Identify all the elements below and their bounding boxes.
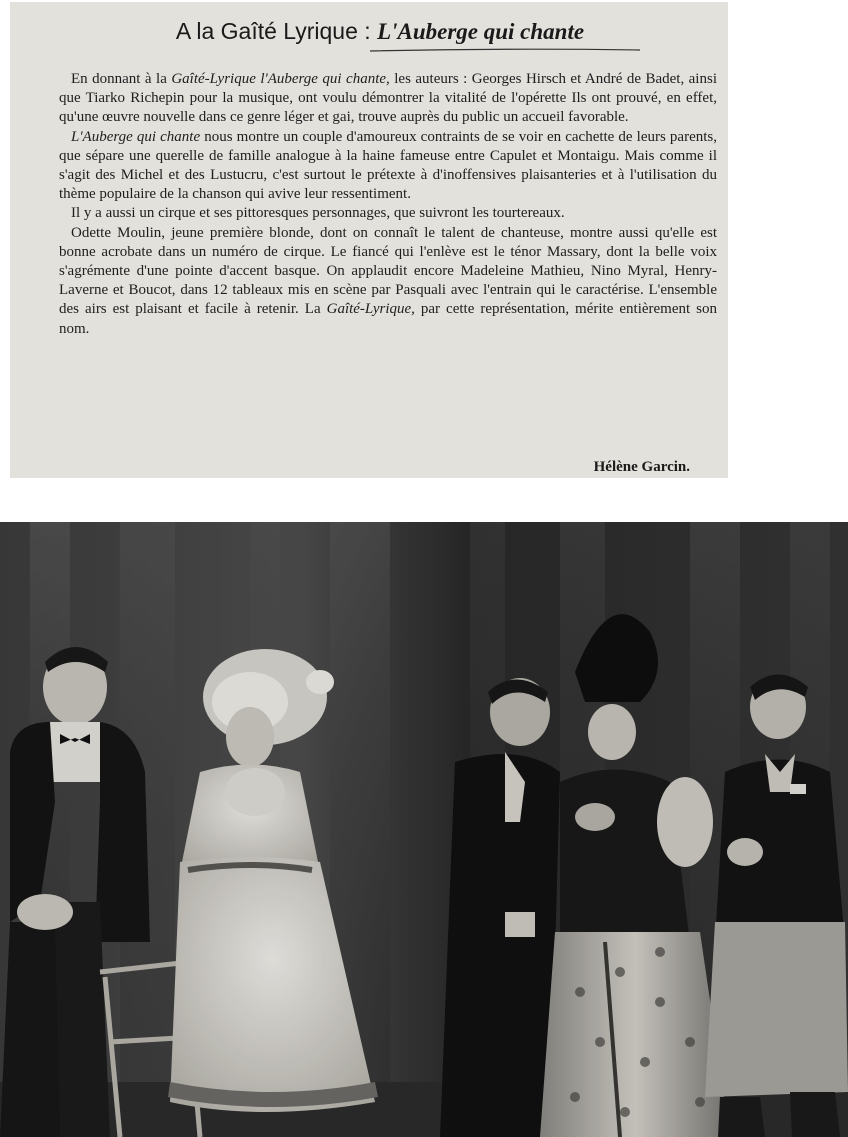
- photo-illustration: [0, 522, 848, 1137]
- italic-title-text: Gaîté-Lyrique,: [326, 301, 415, 318]
- heading-prefix: A la Gaîté Lyrique :: [175, 18, 378, 44]
- article-paragraph: [59, 70, 717, 128]
- article-signature: Hélène Garcin.: [593, 459, 690, 475]
- paragraph-text: par cette représentation, mérite entièrement son nom.: [59, 301, 717, 337]
- article-paragraph: [59, 224, 717, 339]
- paragraph-text: Odette Moulin, jeune première blonde, dont on connaît le talent de chanteuse, montre aussi qu'elle est bonne acrobate dans un numéro de cirque. Le fiancé qui l'enlève est le ténor Massary, dont la belle voix s'agrémente d'une pointe d'accent basque. On applaudit encore Madeleine Mathieu, Nino Myral, Henry-Laverne et Boucot, dans 12 tableaux mis en scène par Pasquali avec l'entrain qui le caractérise. L'ensemble des airs est plaisant et facile à retenir. La: [59, 224, 717, 318]
- italic-title-text: L'Auberge qui chante: [71, 128, 201, 145]
- newspaper-clipping: [10, 2, 728, 478]
- article-paragraph: [59, 128, 717, 205]
- article-body: [59, 70, 717, 339]
- article-heading: [10, 18, 728, 45]
- heading-underline: [370, 48, 640, 52]
- paragraph-text: Il y a aussi un cirque et ses pittoresques personnages, que suivront les tourtereaux.: [71, 205, 565, 222]
- article-paragraph: [59, 204, 717, 223]
- heading-title: L'Auberge qui chante: [377, 19, 585, 44]
- paragraph-text: les auteurs : Georges Hirsch et André de Badet, ainsi que Tiarko Richepin pour la musique, ont voulu démontrer la vitalité de l'opérette Ils ont prouvé, en effet, qu'une œuvre nouvelle dans ce genre léger et gai, trouve auprès du public un accueil favorable.: [59, 71, 717, 126]
- paragraph-text: En donnant à la: [71, 71, 172, 87]
- italic-title-text: Gaîté-Lyrique l'Auberge qui chante,: [171, 71, 390, 87]
- stage-photograph: [0, 522, 848, 1137]
- paragraph-text: nous montre un couple d'amoureux contraints de se voir en cachette de leurs parents, que sépare une querelle de famille analogue à la haine fameuse entre Capulet et Montaigu. Mais comme il s'agit des Michel et des Lustucru, c'est surtout le prétexte à d'inoffensives plaisanteries et à l'utilisation du thème populaire de la chanson qui avive leur ressentiment.: [59, 128, 717, 203]
